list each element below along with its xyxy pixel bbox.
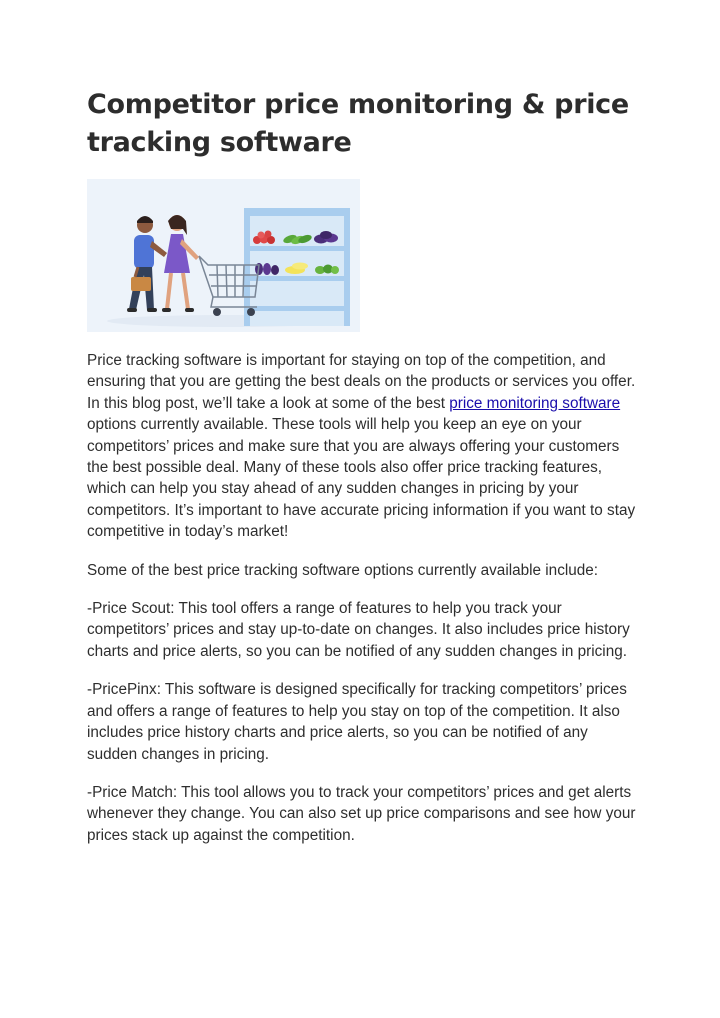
intro-text-end: options currently available. These tools will help you keep an eye on your competitors’ prices and make sure that you are always offering your customers the best possible deal. Many of these tools also offer price tracking features, which can help you stay ahead of any sudden changes in pricing by your competitors. It’s important to have accurate pricing information if you want to stay competitive in today’s market!	[87, 416, 636, 541]
list-item-price-scout: -Price Scout: This tool offers a range of features to help you track your competitors’ prices and stay up-to-date on changes. It also includes price history charts and price alerts, so you can be notified of any sudden changes in pricing.	[87, 600, 630, 660]
shopping-couple-illustration-icon	[87, 179, 360, 332]
intro-paragraph	[87, 350, 637, 543]
options-intro-paragraph: Some of the best price tracking software options currently available include:	[87, 561, 599, 579]
article-body	[87, 350, 637, 863]
intro-text-start: Price tracking software is important for staying on top of the competition, and ensuring that you are getting the best deals on the products or services you offer. In this blog post, we’ll take a look at some of the best	[87, 352, 636, 412]
price-monitoring-software-link[interactable]: price monitoring software	[449, 394, 621, 412]
page-title: Competitor price monitoring & price tracking software	[87, 89, 629, 158]
list-item-pricepinx: -PricePinx: This software is designed specifically for tracking competitors’ prices and offers a range of features to help you stay on top of the competition. It also includes price history charts and price alerts, so you can be notified of any sudden changes in pricing.	[87, 681, 627, 763]
list-item-price-match: -Price Match: This tool allows you to track your competitors’ prices and get alerts whenever they change. You can also set up price comparisons and see how your prices stack up against the competition.	[87, 783, 636, 844]
